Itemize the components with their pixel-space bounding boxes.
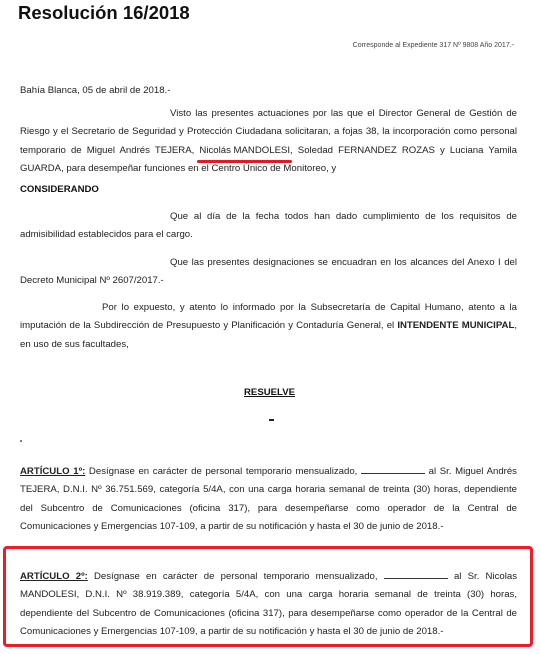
considerando-heading: CONSIDERANDO [20, 184, 99, 195]
resuelve-heading: RESUELVE [244, 387, 295, 398]
articulo-2-text-b: al Sr. Nicolas MANDOLESI, D.N.I. Nº 38.919.389, categoría 5/4A, con una carga horaria semanal de treinta (30) horas, dependiente del Subcentro de Comunicaciones (oficina 317), para desempeñarse como operador de la Central de Comunicaciones y Emergencias 107-109, a partir de su notificación y hasta el 30 de junio de 2018.- [20, 571, 517, 638]
intro-text-a: Visto las presentes actuaciones por las que el Director General de Gestión de Riesgo y el Secretario de Seguridad y Protección Ciudadana solicitaran, a fojas 38, la incorporación como personal temporario de Miguel Andrés TEJERA, [20, 108, 517, 156]
articulo-1-label: ARTÍCULO 1º: [20, 466, 86, 477]
articulo-2-blank-line [384, 569, 448, 579]
articulo-1-blank-line [361, 464, 425, 474]
considerando-paragraph-1 [20, 208, 517, 245]
page-title: Resolución 16/2018 [18, 2, 190, 23]
articulo-1-text-b: al Sr. Miguel Andrés TEJERA, D.N.I. Nº 36.751.569, categoría 5/4A, con una carga horaria semanal de treinta (30) horas, dependiente del Subcentro de Comunicaciones (oficina 317), para desempeñarse como operador de la Central de Comunicaciones y Emergencias 107-109, a partir de su notificación y hasta el 30 de junio de 2018.- [20, 466, 517, 533]
considerando-text-1: Que al día de la fecha todos han dado cumplimiento de los requisitos de admisibilidad establecidos para el cargo. [20, 211, 517, 241]
expediente-reference: Corresponde al Expediente 317 Nº 9808 Año 2017.- [352, 42, 514, 49]
considerando-text-3a: Por lo expuesto, y atento lo informado por la Subsecretaría de Capital Humano, atento a la imputación de la Subdirección de Presupuesto y Planificación y Contaduría General, el [20, 302, 517, 332]
highlighted-name-text: Nicolás MANDOLESI [199, 144, 291, 156]
highlighted-name [199, 142, 290, 160]
separator-dash [269, 419, 274, 421]
articulo-1-text-a: Desígnase en carácter de personal temporario mensualizado, [85, 466, 361, 477]
considerando-paragraph-2 [20, 254, 517, 291]
intro-paragraph [20, 105, 517, 179]
considerando-text-2: Que las presentes designaciones se encuadran en los alcances del Anexo I del Decreto Municipal Nº 2607/2017.- [20, 257, 517, 287]
articulo-2-text-a: Desígnase en carácter de personal temporario mensualizado, [87, 571, 384, 582]
red-underline-mark [197, 160, 292, 163]
articulo-2-label: ARTÍCULO 2º: [20, 571, 88, 582]
intro-text-b: , Soledad FERNANDEZ ROZAS y Luciana Yamila GUARDA, para desempeñar funciones en el Centro Único de Monitoreo, y [20, 144, 517, 175]
intendente-label: INTENDENTE MUNICIPAL [397, 320, 515, 332]
articulo-2 [20, 568, 517, 642]
city-date: Bahía Blanca, 05 de abril de 2018.- [20, 85, 171, 96]
articulo-1 [20, 463, 517, 537]
considerando-text-3b: , en uso de sus facultades, [20, 320, 517, 350]
separator-dot [20, 440, 22, 442]
considerando-paragraph-3 [20, 299, 517, 354]
